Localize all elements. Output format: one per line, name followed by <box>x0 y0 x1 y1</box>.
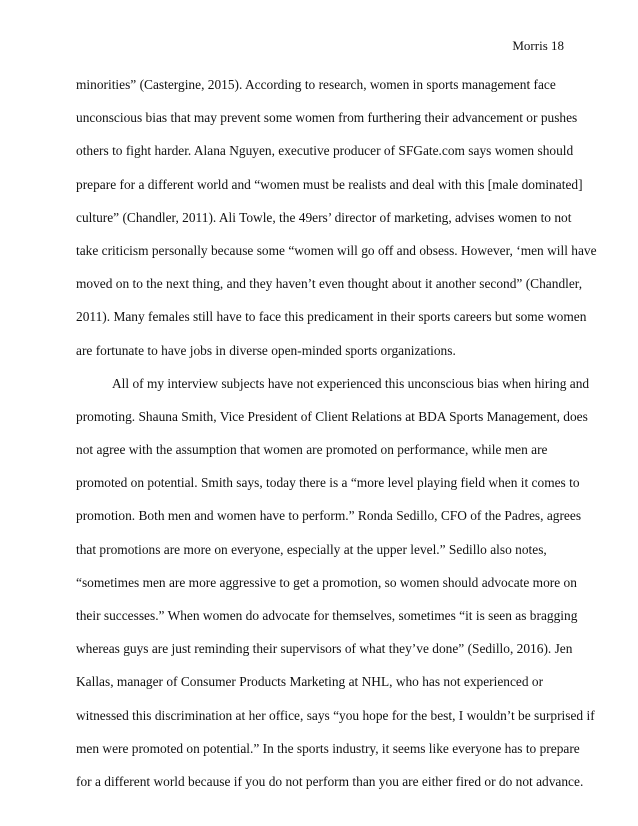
text-line: witnessed this discrimination at her office, says “you hope for the best, I wouldn’t be surprised if <box>76 707 595 723</box>
text-line: men were promoted on potential.” In the sports industry, it seems like everyone has to prepare <box>76 740 580 756</box>
text-line: that promotions are more on everyone, especially at the upper level.” Sedillo also notes, <box>76 541 547 557</box>
text-line: promotion. Both men and women have to perform.” Ronda Sedillo, CFO of the Padres, agrees <box>76 508 582 524</box>
text-line: others to fight harder. Alana Nguyen, executive producer of SFGate.com says women should <box>76 143 574 159</box>
text-line: whereas guys are just reminding their supervisors of what they’ve done” (Sedillo, 2016). Jen <box>76 641 573 657</box>
text-line: 2011). Many females still have to face this predicament in their sports careers but some women <box>76 309 587 325</box>
text-line: Kallas, manager of Consumer Products Marketing at NHL, who has not experienced or <box>76 674 544 690</box>
text-line: not agree with the assumption that women are promoted on performance, while men are <box>76 442 548 458</box>
text-line: take criticism personally because some “women will go off and obsess. However, ‘men will have <box>76 242 597 258</box>
text-line: “sometimes men are more aggressive to get a promotion, so women should advocate more on <box>76 574 577 590</box>
text-line: for a different world because if you do not perform than you are either fired or do not advance. <box>76 773 584 789</box>
text-line: prepare for a different world and “women must be realists and deal with this [male dominated] <box>76 176 583 192</box>
text-line: unconscious bias that may prevent some women from furthering their advancement or pushes <box>76 110 578 126</box>
text-line: their successes.” When women do advocate for themselves, sometimes “it is seen as bragging <box>76 608 578 623</box>
text-line: promoting. Shauna Smith, Vice President of Client Relations at BDA Sports Management, does <box>76 408 588 424</box>
text-line: moved on to the next thing, and they haven’t even thought about it another second” (Chandler, <box>76 276 583 292</box>
text-line: promoted on potential. Smith says, today there is a “more level playing field when it comes to <box>76 475 580 491</box>
text-line: minorities” (Castergine, 2015). According to research, women in sports management face <box>76 77 556 92</box>
text-line: culture” (Chandler, 2011). Ali Towle, the 49ers’ director of marketing, advises women to not <box>76 209 572 225</box>
body-text <box>76 68 597 798</box>
text-line: are fortunate to have jobs in diverse open-minded sports organizations. <box>76 342 456 358</box>
paragraph-first-line: All of my interview subjects have not experienced this unconscious bias when hiring and <box>112 375 590 391</box>
running-head-page-number: Morris 18 <box>512 38 564 53</box>
